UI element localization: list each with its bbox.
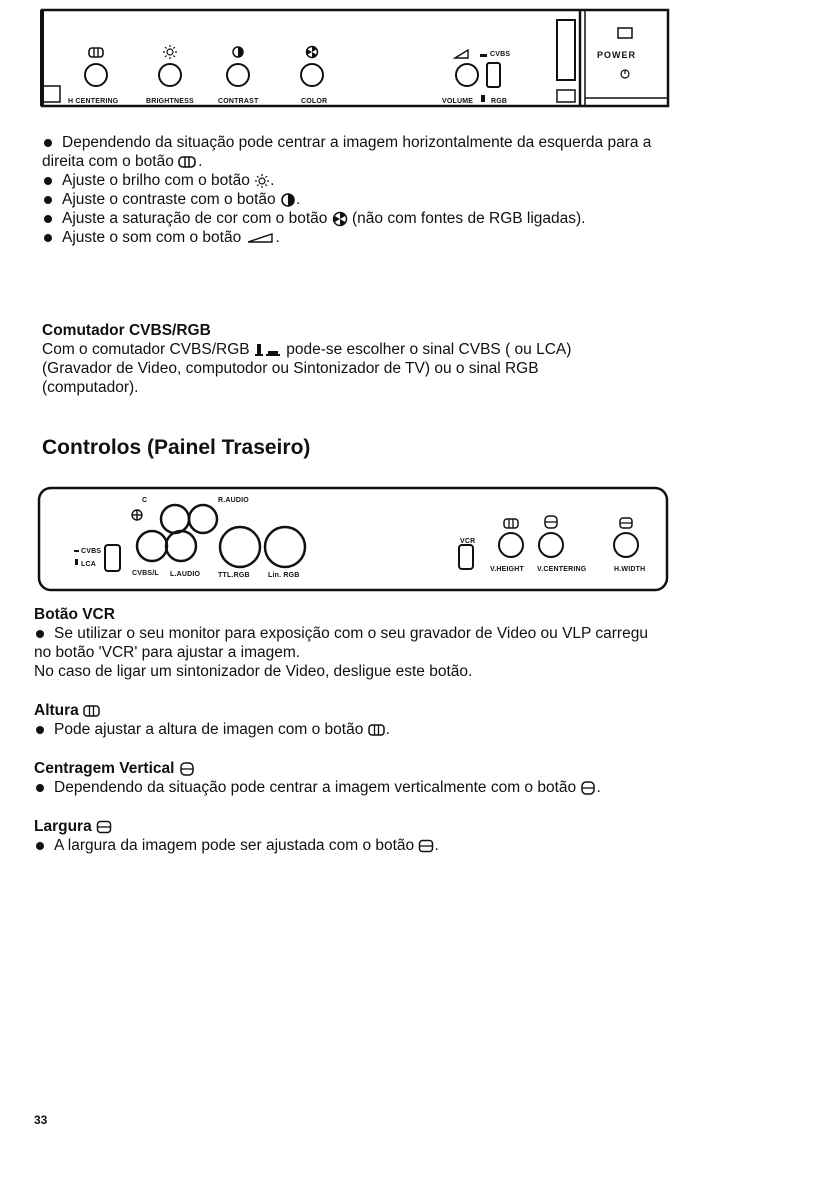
- v-height-icon: [504, 519, 518, 528]
- cvbs-indicator-icon: [480, 54, 487, 57]
- bullet-brightness: Ajuste o brilho com o botão .: [42, 171, 802, 190]
- h-width-knob[interactable]: [614, 533, 638, 557]
- volume-icon: [455, 50, 468, 58]
- vcr-line3: No caso de ligar um sintonizador de Video, desligue este botão.: [34, 663, 473, 680]
- rgb-indicator-icon: [254, 343, 282, 357]
- v-centering-knob[interactable]: [539, 533, 563, 557]
- v-height-icon: [83, 705, 101, 717]
- altura-title: Altura: [34, 702, 814, 720]
- largura-section: [34, 818, 814, 855]
- power-label: POWER: [597, 50, 637, 60]
- cvbs-label: CVBS: [81, 548, 102, 555]
- front-bullets: [42, 133, 802, 247]
- h-width-label: H.WIDTH: [614, 566, 646, 573]
- lca-label: LCA: [81, 561, 96, 568]
- lin-rgb-label: Lin. RGB: [268, 572, 300, 579]
- vcr-bullet: Se utilizar o seu monitor para exposição com o seu gravador de Video ou VLP carregu no botão 'VCR' para ajustar a imagem.: [34, 624, 814, 662]
- v-centering-icon: [179, 761, 195, 777]
- contrast-knob[interactable]: [227, 64, 249, 86]
- power-icon[interactable]: [621, 70, 629, 78]
- bullet-contrast: Ajuste o contraste com o botão .: [42, 190, 802, 209]
- cvbs-label: CVBS: [490, 51, 511, 58]
- color-label: COLOR: [301, 98, 328, 105]
- altura-section: [34, 702, 814, 739]
- vcr-label: VCR: [460, 538, 476, 545]
- volume-knob[interactable]: [456, 64, 478, 86]
- ttl-rgb-connector[interactable]: [220, 527, 260, 567]
- cvbs-l-label: CVBS/L: [132, 570, 159, 577]
- rear-panel-diagram: [36, 485, 676, 595]
- ttl-rgb-label: TTL.RGB: [218, 572, 250, 579]
- bullet-color: Ajuste a saturação de cor com o botão (não com fontes de RGB ligadas).: [42, 209, 802, 228]
- rgb-indicator-icon: [481, 95, 485, 102]
- vcr-title: Botão VCR: [34, 606, 115, 623]
- contrast-icon: [233, 47, 243, 57]
- h-centering-icon: [178, 156, 198, 168]
- centragem-title: Centragem Vertical: [34, 760, 814, 778]
- contrast-icon: [280, 192, 296, 208]
- l-audio-label: L.AUDIO: [170, 571, 201, 578]
- h-width-icon: [620, 518, 632, 528]
- rear-panel-heading: Controlos (Painel Traseiro): [42, 436, 311, 459]
- r-audio-connector[interactable]: [189, 505, 217, 533]
- brightness-icon: [163, 45, 177, 59]
- front-panel-diagram: [40, 8, 670, 110]
- page-number: 33: [34, 1113, 48, 1127]
- switch-title: Comutador CVBS/RGB: [42, 322, 211, 339]
- switch-line2: (Gravador de Video, computodor ou Sintonizador de TV) ou o sinal RGB: [42, 360, 539, 377]
- power-indicator: [618, 28, 632, 38]
- v-height-label: V.HEIGHT: [490, 566, 525, 573]
- brightness-icon: [254, 173, 270, 189]
- vcr-switch[interactable]: [459, 545, 473, 569]
- rgb-label: RGB: [491, 98, 508, 105]
- color-icon: [332, 211, 348, 227]
- h-centering-knob[interactable]: [85, 64, 107, 86]
- color-icon: [306, 46, 317, 57]
- volume-icon: [246, 232, 276, 244]
- cvbs-rgb-switch[interactable]: [487, 63, 500, 87]
- switch-section: [42, 322, 802, 397]
- contrast-label: CONTRAST: [218, 98, 259, 105]
- color-knob[interactable]: [301, 64, 323, 86]
- cvbs-l-connector[interactable]: [137, 531, 167, 561]
- v-height-knob[interactable]: [499, 533, 523, 557]
- cvbs-indicator-icon: [74, 550, 79, 552]
- volume-label: VOLUME: [442, 98, 474, 105]
- h-width-icon: [418, 839, 434, 853]
- c-connector[interactable]: [161, 505, 189, 533]
- l-audio-connector[interactable]: [166, 531, 196, 561]
- h-centering-label: H CENTERING: [68, 98, 119, 105]
- c-label: C: [142, 497, 148, 504]
- h-width-icon: [96, 820, 112, 834]
- c-connector-icon: [132, 510, 142, 520]
- v-centering-icon: [545, 516, 557, 528]
- centragem-bullet: Dependendo da situação pode centrar a imagem verticalmente com o botão .: [34, 778, 814, 797]
- switch-line3: (computador).: [42, 379, 139, 396]
- brightness-label: BRIGHTNESS: [146, 98, 194, 105]
- h-centering-icon: [89, 48, 103, 57]
- bullet-volume: Ajuste o som com o botão .: [42, 228, 802, 247]
- altura-bullet: Pode ajustar a altura de imagen com o botão .: [34, 720, 814, 739]
- cvbs-lca-switch[interactable]: [105, 545, 120, 571]
- largura-title: Largura: [34, 818, 814, 836]
- vcr-section: [34, 606, 814, 681]
- r-audio-label: R.AUDIO: [218, 497, 249, 504]
- bullet-h-centering: Dependendo da situação pode centrar a imagem horizontalmente da esquerda para a direita com o botão .: [42, 133, 802, 171]
- brightness-knob[interactable]: [159, 64, 181, 86]
- lin-rgb-connector[interactable]: [265, 527, 305, 567]
- v-centering-label: V.CENTERING: [537, 566, 587, 573]
- lca-indicator-icon: [75, 559, 78, 565]
- v-height-icon: [368, 724, 386, 736]
- centragem-section: [34, 760, 814, 797]
- largura-bullet: A largura da imagem pode ser ajustada com o botão .: [34, 836, 814, 855]
- switch-line1: Com o comutador CVBS/RGB pode-se escolher o sinal CVBS ( ou LCA): [42, 341, 572, 358]
- v-centering-icon: [580, 780, 596, 796]
